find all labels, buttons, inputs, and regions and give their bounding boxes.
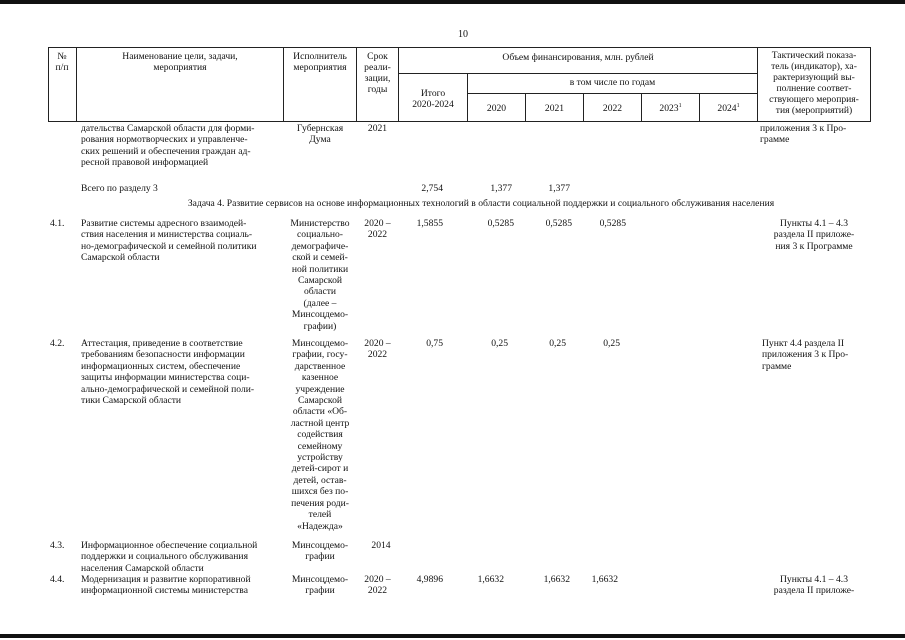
task-4-heading: Задача 4. Развитие сервисов на основе информационных технологий в области социальной поддержки и социального обслуживания населения bbox=[187, 198, 775, 209]
header-col-number: № п/п bbox=[55, 51, 69, 73]
row-4-3-term: 2014 bbox=[371, 540, 391, 551]
header-col-indicator: Тактический показа- тель (индикатор), ха- рактеризующий вы- полнение соответ- ствующего мероприя- тия (мероприятий) bbox=[769, 50, 859, 116]
header-col-name: Наименование цели, задачи, мероприятия bbox=[122, 51, 238, 73]
row-4-2-2021: 0,25 bbox=[549, 338, 566, 349]
page-number: 10 bbox=[458, 29, 468, 40]
header-col-by-years: в том числе по годам bbox=[569, 77, 656, 88]
top-border bbox=[0, 0, 905, 4]
bottom-border bbox=[0, 634, 905, 638]
total-section-3-label: Всего по разделу 3 bbox=[81, 183, 158, 194]
row-4-1-term: 2020 – 2022 bbox=[364, 218, 391, 241]
header-year-2024 bbox=[700, 103, 757, 114]
row-4-4-2020: 1,6632 bbox=[477, 574, 504, 585]
header-col-executor: Исполнитель мероприятия bbox=[293, 51, 347, 73]
row-4-4-indicator: Пункты 4.1 – 4.3 раздела II приложе- bbox=[773, 574, 855, 597]
row-4-3-number: 4.3. bbox=[50, 540, 65, 551]
total-section-3-sum: 2,754 bbox=[421, 183, 443, 194]
header-year-2023 bbox=[642, 103, 699, 114]
row-4-4-name: Модернизация и развитие корпоративной информационной системы министерства bbox=[81, 574, 251, 597]
row-4-4-2022: 1,6632 bbox=[591, 574, 618, 585]
footnote-mark-2024: 1 bbox=[736, 102, 740, 109]
row-4-2-number: 4.2. bbox=[50, 338, 65, 349]
total-section-3-2020: 1,377 bbox=[490, 183, 512, 194]
row-4-4-2021: 1,6632 bbox=[543, 574, 570, 585]
row-4-1-2022: 0,5285 bbox=[599, 218, 626, 229]
header-year-2020: 2020 bbox=[486, 103, 507, 114]
cont-row-name: дательства Самарской области для форми- рования нормотворческих и управленче- ских решений и обеспечения граждан ад- ресной правовой информацией bbox=[81, 123, 255, 169]
total-section-3-2021: 1,377 bbox=[548, 183, 570, 194]
row-4-2-indicator: Пункт 4.4 раздела II приложения 3 к Про- грамме bbox=[762, 338, 849, 372]
header-col-funding: Объем финансирования, млн. рублей bbox=[502, 52, 654, 63]
header-col-term: Срок реали- зации, годы bbox=[364, 51, 391, 95]
row-4-2-name: Аттестация, приведение в соответствие требованиям безопасности информации информационных систем, обеспечение защиты информации министерства соци- ально-демографической и семейной поли- тики Самарской области bbox=[81, 338, 255, 407]
footnote-mark-2023: 1 bbox=[678, 102, 682, 109]
cont-row-indicator: приложения 3 к Про- грамме bbox=[760, 123, 847, 146]
row-4-3-executor: Минсоцдемо- графии bbox=[291, 540, 349, 563]
year-2024-label: 2024 bbox=[717, 103, 737, 114]
row-4-1-number: 4.1. bbox=[50, 218, 65, 229]
header-year-2021: 2021 bbox=[544, 103, 565, 114]
row-4-2-2020: 0,25 bbox=[491, 338, 508, 349]
row-4-4-executor: Минсоцдемо- графии bbox=[291, 574, 349, 597]
cont-row-term: 2021 bbox=[367, 123, 388, 134]
row-4-1-2021: 0,5285 bbox=[545, 218, 572, 229]
row-4-1-executor: Министерство социально- демографиче- ской и семей- ной политики Самарской области (далее – Минсоцдемо- графии) bbox=[290, 218, 350, 332]
row-4-2-2022: 0,25 bbox=[603, 338, 620, 349]
row-4-1-total: 1,5855 bbox=[416, 218, 443, 229]
row-4-4-term: 2020 – 2022 bbox=[364, 574, 391, 597]
header-col-total: Итого 2020-2024 bbox=[412, 88, 454, 110]
row-4-2-executor: Минсоцдемо- графии, госу- дарственное казенное учреждение Самарской области «Об- ластной центр содействия семейному устройству детей-сирот и детей, остав- шихся без по- печения роди- телей «Надежда» bbox=[290, 338, 350, 532]
row-4-4-total: 4,9896 bbox=[416, 574, 443, 585]
year-2023-label: 2023 bbox=[659, 103, 679, 114]
row-4-3-name: Информационное обеспечение социальной поддержки и социального обслуживания населения Самарской области bbox=[81, 540, 258, 574]
cont-row-executor: Губернская Дума bbox=[296, 123, 344, 146]
row-4-2-total: 0,75 bbox=[426, 338, 443, 349]
row-4-2-term: 2020 – 2022 bbox=[364, 338, 391, 361]
row-4-1-2020: 0,5285 bbox=[487, 218, 514, 229]
header-year-2022: 2022 bbox=[602, 103, 623, 114]
row-4-1-indicator: Пункты 4.1 – 4.3 раздела II приложе- ния 3 к Программе bbox=[773, 218, 855, 252]
row-4-1-name: Развитие системы адресного взаимодей- ствия населения и министерства социаль- но-демографической и семейной политики Самарской области bbox=[81, 218, 257, 264]
row-4-4-number: 4.4. bbox=[50, 574, 65, 585]
